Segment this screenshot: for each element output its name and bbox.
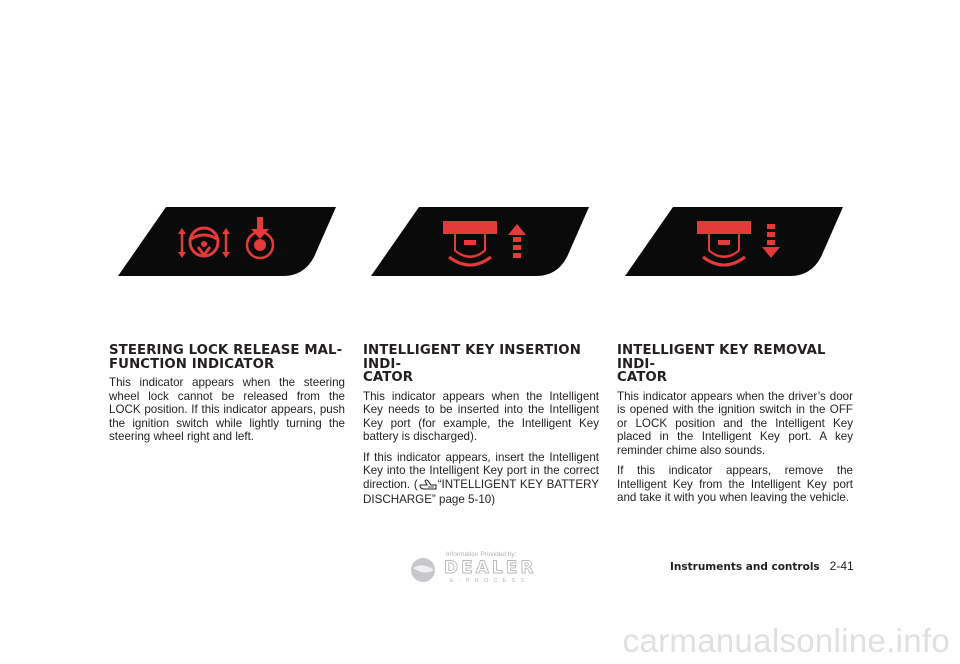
watermark-text: carmanualsonline.info [622,622,950,659]
page-reference[interactable]: “INTELLIGENT KEY BATTERY DISCHARGE” page 5-10) [363,477,600,506]
steering-lock-section [109,344,345,451]
heading-line: INTELLIGENT KEY REMOVAL INDI- [617,343,826,372]
key-removal-indicator-panel [625,207,843,276]
page-footer [670,559,854,573]
section-heading [109,344,345,371]
key-insertion-section [363,344,599,514]
heading-line: FUNCTION INDICATOR [109,356,275,372]
heading-line: CATOR [363,370,414,385]
heading-line: CATOR [617,370,668,385]
key-removal-section [617,344,853,512]
dealer-sub: E-PROCESS [450,578,530,584]
steering-lock-indicator-panel [118,207,336,276]
body-paragraph [363,451,599,507]
body-paragraph: This indicator appears when the Intelligent Key needs to be inserted into the Intelligent Key port (for example, the Intelligent Key battery is discharged). [363,389,599,443]
hand-pointer-icon [419,478,437,494]
page-number: 2-41 [829,559,854,573]
section-heading [617,344,853,385]
dealer-brand: DEALER [444,558,537,578]
footer-section-title: Instruments and controls [670,561,820,573]
paragraph-text: If this indicator appears, insert the Intelligent Key into the Intelligent Key port in the correct direction. ( [363,450,599,491]
key-insertion-indicator-panel [371,207,589,276]
heading-line: INTELLIGENT KEY INSERTION INDI- [363,343,581,372]
body-paragraph: If this indicator appears, remove the Intelligent Key from the Intelligent Key port and take it with you when leaving the vehicle. [617,464,853,504]
section-heading [363,344,599,385]
body-paragraph: This indicator appears when the steering wheel lock cannot be released from the LOCK position. If this indicator appears, push the ignition switch while lightly turning the steering wheel right and left. [109,376,345,443]
dealer-caption: Information Provided by: [446,551,517,558]
watermark-bar [0,622,960,664]
dealer-eprocess-logo [410,549,545,587]
body-paragraph: This indicator appears when the driver’s door is opened with the ignition switch in the OFF or LOCK position and the Intelligent Key placed in the Intelligent Key port. A key reminder chime also sounds. [617,389,853,457]
heading-line: STEERING LOCK RELEASE MAL- [109,343,343,358]
